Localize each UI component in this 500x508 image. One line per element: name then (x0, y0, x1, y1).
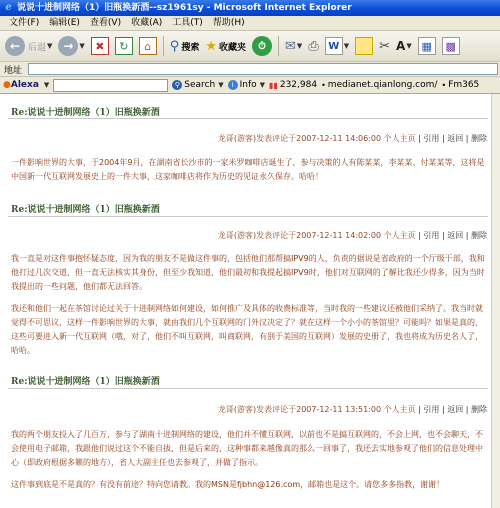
history-icon: ⏱ (252, 36, 272, 56)
address-label: 地址 (4, 65, 23, 76)
post-title: Re:说说十进制网络（1）旧瓶换新酒 (11, 205, 160, 215)
alexa-search-button[interactable]: ⚲ Search ▼ (172, 80, 223, 90)
delete-link[interactable]: 删除 (471, 231, 487, 240)
back-link[interactable]: 返回 (447, 134, 464, 143)
stop-icon: ✖ (91, 37, 109, 55)
menu-edit[interactable]: 编辑(E) (49, 18, 80, 28)
menu-favorites[interactable]: 收藏(A) (131, 18, 163, 28)
note-button[interactable] (353, 34, 375, 58)
post-paragraph: 这件事到底是不是真的？有没有前途？特向您请教。我的MSN是fjbhn@126.com，邮箱也是这个。请您多多指教，谢谢！ (11, 480, 445, 489)
alexa-related[interactable]: • medianet.qianlong.com/ (321, 80, 438, 90)
menu-tools[interactable]: 工具(T) (172, 18, 203, 28)
chevron-down-icon: ▼ (259, 81, 266, 89)
comment-post (0, 194, 491, 364)
rank-bar-icon: ▮▮ (269, 80, 278, 90)
post-title: Re:说说十进制网络（1）旧瓶换新酒 (11, 377, 160, 387)
favorites-button[interactable]: ★ 收藏夹 (205, 38, 247, 54)
edit-button[interactable] (323, 34, 351, 58)
back-link[interactable]: 返回 (447, 231, 464, 240)
back-arrow-icon: ← (5, 36, 25, 56)
address-bar (0, 62, 500, 77)
tool-button-2[interactable] (440, 34, 462, 58)
alexa-rank[interactable]: ▮▮ 232,984 (269, 80, 318, 90)
ie-icon: e (5, 2, 12, 13)
post-meta: 龙哥(游客)发表评论于2007-12-11 14:06:00 个人主页 | 引用 | 返回 | 删除 (217, 134, 487, 143)
back-link[interactable]: 返回 (447, 405, 464, 414)
chevron-down-icon[interactable]: ▼ (343, 42, 350, 50)
font-icon: A (396, 39, 406, 53)
bullet-icon: • (441, 80, 447, 90)
menu-file[interactable]: 文件(F) (9, 18, 40, 28)
post-body (11, 156, 487, 192)
note-icon (355, 37, 373, 55)
chevron-down-icon[interactable]: ▼ (296, 42, 303, 50)
search-button[interactable]: ⚲ 搜索 (169, 38, 200, 54)
print-button[interactable] (306, 34, 320, 58)
post-title: Re:说说十进制网络（1）旧瓶换新酒 (11, 108, 160, 118)
alexa-logo[interactable]: ●Alexa (3, 80, 39, 90)
arrow-icon: • (321, 80, 326, 90)
search-icon: ⚲ (172, 80, 182, 90)
chevron-down-icon[interactable]: ▼ (406, 42, 412, 50)
mail-icon: ✉ (285, 38, 296, 54)
post-meta: 龙哥(游客)发表评论于2007-12-11 13:51:00 个人主页 | 引用 | 返回 | 删除 (217, 405, 487, 414)
alexa-search-input[interactable] (53, 79, 168, 92)
alexa-related-site[interactable]: • Fm365 (441, 80, 480, 90)
scissors-icon: ✂ (379, 38, 391, 54)
menu-bar (0, 16, 500, 31)
mail-button[interactable] (283, 34, 304, 58)
tool-button-1[interactable] (416, 34, 438, 58)
post-body (11, 252, 487, 366)
page-content (0, 94, 500, 508)
comment-post (0, 94, 491, 194)
chevron-down-icon[interactable]: ▼ (43, 81, 50, 89)
alexa-info-button[interactable]: i Info ▼ (228, 80, 265, 90)
alexa-toolbar (0, 77, 500, 94)
post-divider (8, 388, 488, 389)
quote-link[interactable]: 引用 (423, 405, 440, 414)
info-icon: i (228, 80, 238, 90)
search-icon: ⚲ (169, 38, 180, 54)
post-author-date[interactable]: 龙哥(游客)发表评论于2007-12-11 14:02:00 个人主页 (217, 231, 416, 240)
quote-link[interactable]: 引用 (423, 134, 440, 143)
post-author-date[interactable]: 龙哥(游客)发表评论于2007-12-11 14:06:00 个人主页 (217, 134, 416, 143)
vertical-scrollbar[interactable] (491, 94, 500, 508)
delete-link[interactable]: 删除 (471, 134, 487, 143)
quote-link[interactable]: 引用 (423, 231, 440, 240)
font-button[interactable] (394, 34, 414, 58)
cut-button[interactable] (377, 34, 392, 58)
page-icon: ▦ (418, 37, 436, 55)
delete-link[interactable]: 删除 (471, 405, 487, 414)
chevron-down-icon: ▼ (218, 81, 224, 89)
history-button[interactable] (250, 34, 274, 58)
refresh-icon: ↻ (115, 37, 133, 55)
post-divider (8, 216, 488, 217)
forward-arrow-icon: → (58, 36, 78, 56)
comment-post (0, 366, 491, 508)
standard-toolbar (0, 31, 500, 62)
menu-help[interactable]: 帮助(H) (212, 18, 245, 28)
post-author-date[interactable]: 龙哥(游客)发表评论于2007-12-11 13:51:00 个人主页 (217, 405, 416, 414)
back-button[interactable]: ← 后退 ▼ (3, 34, 54, 58)
post-paragraph: 我还和他们一起在茶馆讨论过关于十进制网络如何建设，如何推广及具体的收费标准等，当时我的一些建议还被他们采纳了。我当时就觉得不可思议，这样一件影响世界的大事，就由我们几个互联网的门外汉决定了？就在这样一个小小的茶馆里？可能吗？如果是真的，这些可要进入新一代互联网（哦，对了，他们不叫互联网，叫商联网，有别于美国的互联网）发展的史册了，我也将成为历史名人了，哈哈。 (11, 304, 483, 355)
toolbar-separator (278, 36, 279, 56)
toolbar-separator (163, 36, 164, 56)
window-title-bar[interactable] (0, 0, 500, 16)
post-meta: 龙哥(游客)发表评论于2007-12-11 14:02:00 个人主页 | 引用 | 返回 | 删除 (217, 231, 487, 240)
post-paragraph: 我的两个朋友投入了几百万，参与了湖南十进制网络的建设，他们并不懂互联网，以前也不是搞互联网的，不会上网，也不会聊天，不会使用电子邮箱，我跟他们说过这个不能自拔，但是后来的，这种事都来越像真的那么一回事了，我还去实地参观了他们的信息处理中心（即政府根据多籁的地方），省人大副主任也去参观了，并做了指示。 (11, 430, 483, 467)
menu-view[interactable]: 查看(V) (89, 18, 122, 28)
post-divider (8, 118, 488, 119)
grid-icon: ▩ (442, 37, 460, 55)
refresh-button[interactable] (113, 34, 135, 58)
home-button[interactable] (137, 34, 159, 58)
stop-button[interactable] (89, 34, 111, 58)
star-icon: ★ (205, 38, 217, 54)
chevron-down-icon[interactable]: ▼ (79, 42, 85, 50)
forward-button[interactable] (56, 34, 86, 58)
post-body (11, 428, 487, 500)
chevron-down-icon[interactable]: ▼ (47, 42, 53, 50)
post-paragraph: 我一直是对这件事抱怀疑态度，因为我的朋友不是做这件事的，包括他们那帮搞IPV9的人，负责的据说是省政府的一个厅级干部，我和他打过几次交道，但一直无法核实其身份，但至少我知道，他们最初和我提起搞IPV9时，他们对互联网的了解比我还少得多，因为当时我提出的一些问题，他们都无法回答。 (11, 254, 485, 291)
address-input[interactable] (28, 63, 498, 75)
home-icon: ⌂ (139, 37, 157, 55)
post-paragraph: 一件影响世界的大事，于2004年9月，在湖南省长沙市的一家米罗咖啡店诞生了，参与决策的人有陈某某，李某某、付某某等，这将是中国新一代互联网发展史上的一件大事，这家咖啡店将作为历史的见证永久保存。哈哈！ (11, 158, 485, 181)
word-icon: W (325, 37, 343, 55)
printer-icon: ⎙ (308, 38, 319, 54)
window-title: 说说十进制网络（1）旧瓶换新酒--sz1961sy - Microsoft Internet Explorer (17, 3, 352, 13)
